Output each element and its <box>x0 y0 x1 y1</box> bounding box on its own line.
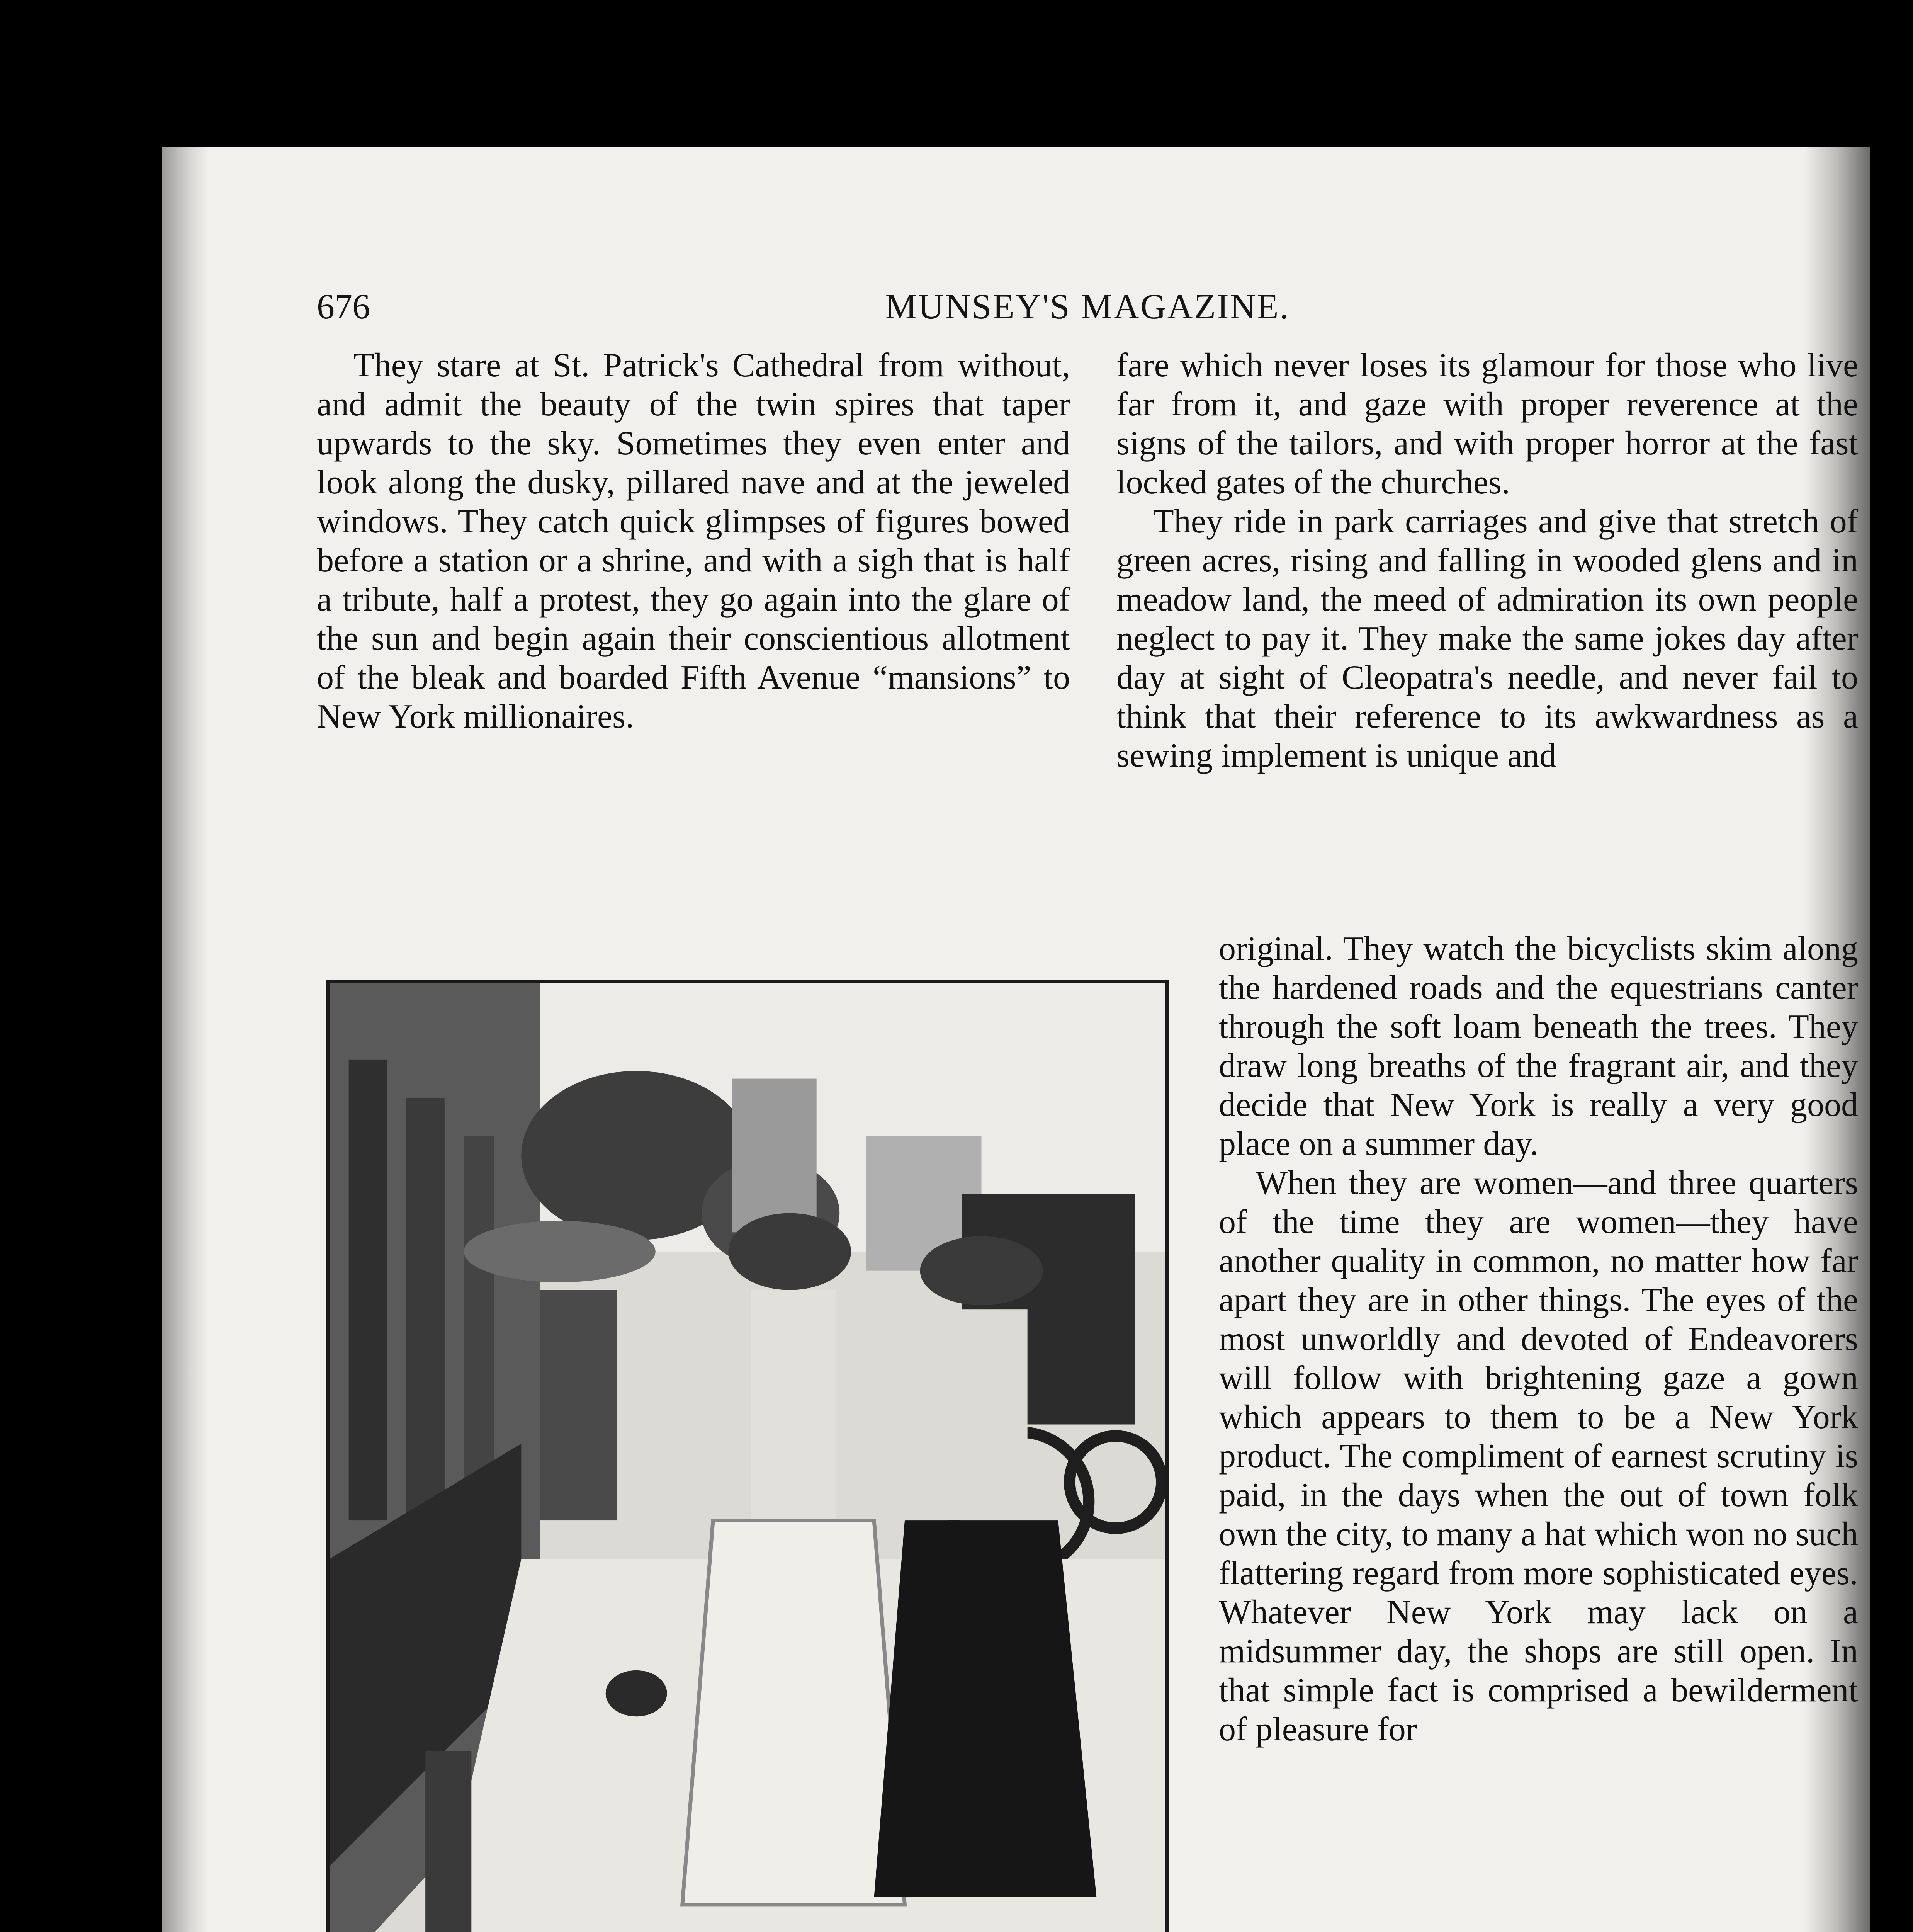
engraving-image <box>330 983 1165 1932</box>
paragraph: original. They watch the bicyclists skim along the hardened roads and the equestrians canter through the soft loam beneath the trees. They draw long breaths of the fragrant air, and they decide that New York is really a very good place on a summer day. <box>1219 930 1858 1163</box>
page-header <box>317 286 1858 332</box>
paragraph: They ride in park carriages and give that stretch of green acres, rising and falling in wooded glens and in meadow land, the meed of admiration its own people neglect to pay it. They make the same jokes day after day at sight of Cleopatra's needle, and never fail to think that their reference to its awkwardness as a sewing implement is unique and <box>1116 503 1858 774</box>
illustration-fifth-avenue <box>326 980 1169 1932</box>
paragraph: They stare at St. Patrick's Cathedral from without, and admit the beauty of the twin spires that taper upwards to the sky. Sometimes they even enter and look along the dusky, pillared nave and at the jeweled windows. They catch quick glimpses of figures bowed before a station or a shrine, and with a sigh that is half a tribute, half a protest, they go again into the glare of the sun and begin again their conscientious allotment of the bleak and boarded Fifth Avenue “mansions” to New York millionaires. <box>317 347 1070 735</box>
page-number: 676 <box>317 287 370 326</box>
running-title: MUNSEY'S MAGAZINE. <box>885 287 1290 326</box>
magazine-page <box>162 147 1870 1932</box>
right-column-narrow <box>1219 929 1858 1749</box>
paragraph: fare which never loses its glamour for those who live far from it, and gaze with proper reverence at the signs of the tailors, and with proper horror at the fast locked gates of the churches. <box>1116 347 1858 501</box>
page-spine-shadow <box>162 147 209 1932</box>
paragraph: When they are women—and three quarters of the time they are women—they have another quality in common, no matter how far apart they are in other things. The eyes of the most unworldly and devoted of Endeavorers will follow with brightening gaze a gown which appears to them to be a New York product. The compliment of earnest scrutiny is paid, in the days when the out of town folk own the city, to many a hat which won no such flattering regard from more sophisticated eyes. Whatever New York may lack on a midsummer day, the shops are still open. In that simple fact is comprised a bewilderment of pleasure for <box>1219 1164 1858 1748</box>
left-column-top <box>317 346 1070 736</box>
right-column-top <box>1116 346 1858 775</box>
